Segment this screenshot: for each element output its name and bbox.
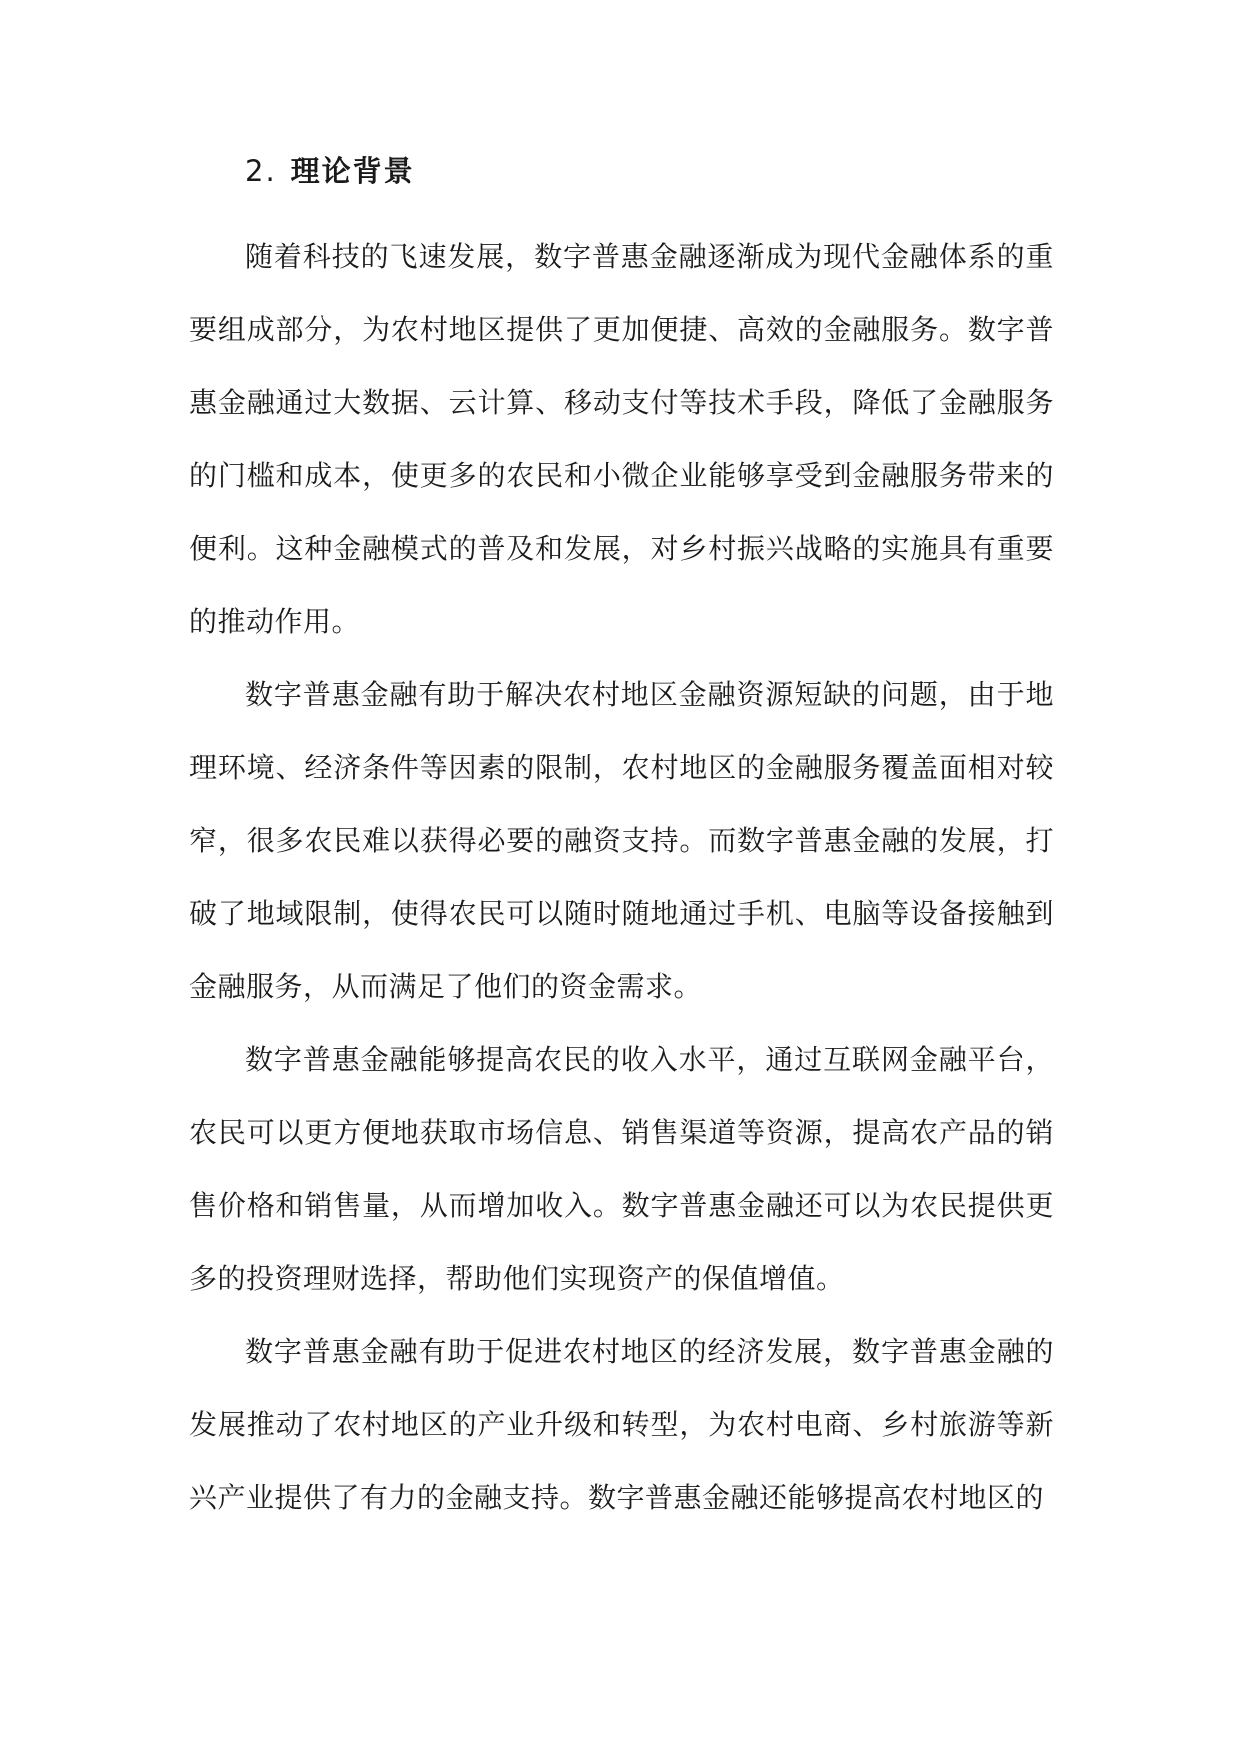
section-number: 2. bbox=[245, 154, 277, 188]
paragraph: 数字普惠金融能够提高农民的收入水平，通过互联网金融平台，农民可以更方便地获取市场信息、销售渠道等资源，提高农产品的销售价格和销售量，从而增加收入。数字普惠金融还可以为农民提供更多的投资理财选择，帮助他们实现资产的保值增值。 bbox=[189, 1043, 1054, 1295]
paragraph: 数字普惠金融有助于解决农村地区金融资源短缺的问题，由于地理环境、经济条件等因素的限制，农村地区的金融服务覆盖面相对较窄，很多农民难以获得必要的融资支持。而数字普惠金融的发展，打破了地域限制，使得农民可以随时随地通过手机、电脑等设备接触到金融服务，从而满足了他们的资金需求。 bbox=[189, 678, 1054, 1003]
body-text bbox=[189, 220, 1054, 1534]
section-heading bbox=[245, 148, 415, 194]
paragraph: 随着科技的飞速发展，数字普惠金融逐渐成为现代金融体系的重要组成部分，为农村地区提供了更加便捷、高效的金融服务。数字普惠金融通过大数据、云计算、移动支付等技术手段，降低了金融服务的门槛和成本，使更多的农民和小微企业能够享受到金融服务带来的便利。这种金融模式的普及和发展，对乡村振兴战略的实施具有重要的推动作用。 bbox=[189, 240, 1054, 638]
paragraph: 数字普惠金融有助于促进农村地区的经济发展，数字普惠金融的发展推动了农村地区的产业升级和转型，为农村电商、乡村旅游等新兴产业提供了有力的金融支持。数字普惠金融还能够提高农村地区的 bbox=[189, 1335, 1054, 1514]
section-title: 理论背景 bbox=[290, 154, 415, 188]
